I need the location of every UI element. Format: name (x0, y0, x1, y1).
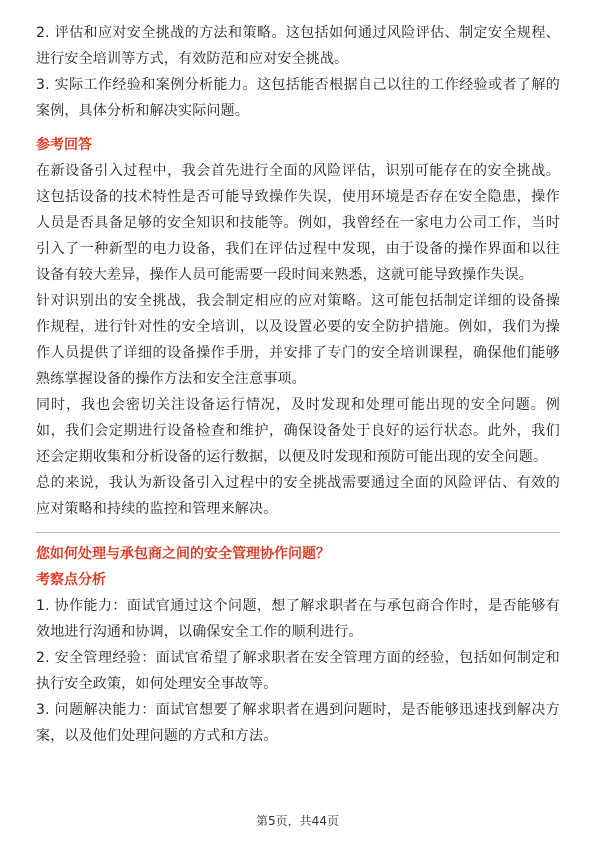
reference-answer-heading: 参考回答 (36, 137, 92, 153)
section-divider (36, 532, 560, 533)
analysis-point-1: 1. 协作能力：面试官通过这个问题，想了解求职者在与承包商合作时，是否能够有效地进行沟通和协调，以确保安全工作的顺利进行。 (36, 598, 560, 640)
analysis-heading: 考察点分析 (36, 572, 106, 588)
reference-paragraph-4: 总的来说，我认为新设备引入过程中的安全挑战需要通过全面的风险评估、有效的应对策略和持续的监控和管理来解决。 (36, 475, 560, 517)
document-page (36, 20, 560, 749)
intro-point-2: 2. 评估和应对安全挑战的方法和策略。这包括如何通过风险评估、制定安全规程、进行安全培训等方式，有效防范和应对安全挑战。 (36, 25, 560, 67)
question-title: 您如何处理与承包商之间的安全管理协作问题？ (36, 546, 330, 562)
page-footer: 第5页，共44页 (256, 814, 339, 828)
intro-point-3: 3. 实际工作经验和案例分析能力。这包括能否根据自己以往的工作经验或者了解的案例，具体分析和解决实际问题。 (36, 77, 560, 119)
reference-paragraph-2: 针对识别出的安全挑战，我会制定相应的应对策略。这可能包括制定详细的设备操作规程，进行针对性的安全培训，以及设置必要的安全防护措施。例如，我们为操作人员提供了详细的设备操作手册，并安排了专门的安全培训课程，确保他们能够熟练掌握设备的操作方法和安全注意事项。 (36, 293, 560, 387)
analysis-point-3: 3. 问题解决能力：面试官想要了解求职者在遇到问题时，是否能够迅速找到解决方案，以及他们处理问题的方式和方法。 (36, 702, 560, 744)
analysis-point-2: 2. 安全管理经验：面试官希望了解求职者在安全管理方面的经验，包括如何制定和执行安全政策，如何处理安全事故等。 (36, 650, 560, 692)
reference-paragraph-1: 在新设备引入过程中，我会首先进行全面的风险评估，识别可能存在的安全挑战。这包括设备的技术特性是否可能导致操作失误，使用环境是否存在安全隐患，操作人员是否具备足够的安全知识和技能等。例如，我曾经在一家电力公司工作，当时引入了一种新型的电力设备，我们在评估过程中发现，由于设备的操作界面和以往设备有较大差异，操作人员可能需要一段时间来熟悉，这就可能导致操作失误。 (36, 163, 560, 283)
reference-paragraph-3: 同时，我也会密切关注设备运行情况，及时发现和处理可能出现的安全问题。例如，我们会定期进行设备检查和维护，确保设备处于良好的运行状态。此外，我们还会定期收集和分析设备的运行数据，以便及时发现和预防可能出现的安全问题。 (36, 397, 560, 465)
